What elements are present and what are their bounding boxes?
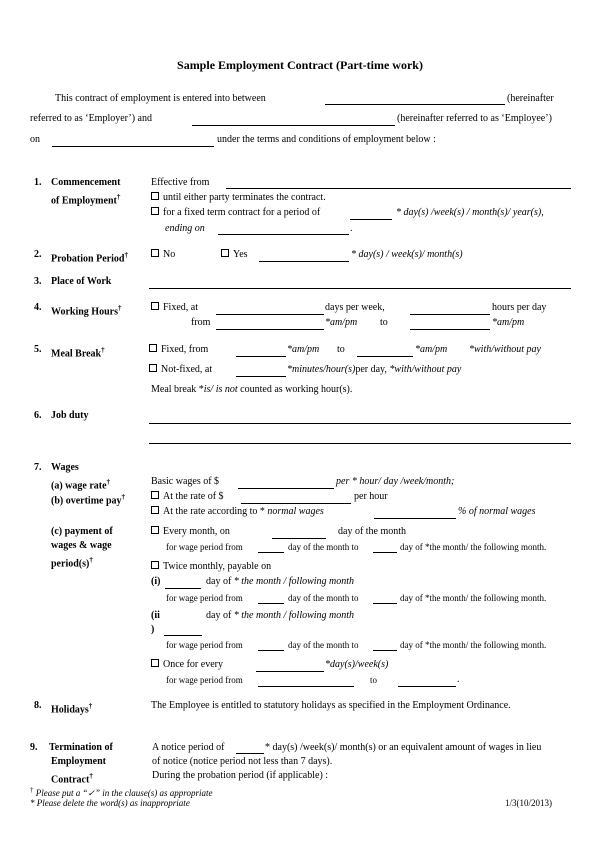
section-2-title: Probation Period† [51, 251, 128, 265]
overtime-pay-label: (b) overtime pay† [51, 493, 126, 507]
overtime-according-option[interactable]: At the rate according to * normal wages [151, 506, 324, 518]
hours-per-day-field[interactable] [410, 314, 490, 315]
page-title: Sample Employment Contract (Part-time work) [177, 58, 423, 72]
ending-on-period: . [350, 223, 353, 234]
wage-period-from-field-3[interactable] [258, 650, 284, 651]
checkbox[interactable] [221, 249, 229, 257]
payment-label-3: period(s)† [51, 556, 93, 570]
days-per-week-label: days per week, [325, 302, 385, 313]
section-2-number: 2. [34, 249, 42, 260]
meal-minutes-label: *minutes/hour(s)per day, *with/without pay [287, 364, 462, 375]
meal-break-counted: Meal break *is/ is not counted as working hour(s). [151, 384, 353, 395]
section-9-number: 9. [30, 742, 38, 753]
twice-ii-day-of: day of * the month / following month [206, 610, 355, 621]
wage-period-from-field-4[interactable] [258, 686, 354, 687]
twice-i-day-field[interactable] [165, 588, 201, 589]
footnote-2: * Please delete the word(s) as inappropriate [30, 798, 190, 808]
place-of-work-field[interactable] [149, 288, 571, 289]
probation-notice-label: During the probation period (if applicable) : [152, 770, 329, 781]
section-7-number: 7. [34, 462, 42, 473]
twice-ii-label-a: (ii [151, 610, 160, 621]
wage-period-to-label-1: day of the month to [288, 542, 359, 552]
wage-period-end-4: . [457, 674, 460, 685]
checkbox[interactable] [151, 207, 159, 215]
intro-text-2-end: (hereinafter referred to as ‘Employee’) [397, 113, 552, 124]
section-4-number: 4. [34, 302, 42, 313]
section-6-number: 6. [34, 410, 42, 421]
section-3-title: Place of Work [51, 276, 112, 287]
wage-period-end-2: day of *the month/ the following month. [400, 593, 547, 603]
page-number: 1/3(10/2013) [505, 798, 552, 808]
effective-from-field[interactable] [226, 188, 571, 189]
section-4-title: Working Hours† [51, 304, 122, 318]
notice-period-units: * day(s) /week(s)/ month(s) or an equivalent amount of wages in lieu [265, 742, 542, 753]
section-7-title: Wages [51, 462, 79, 473]
every-month-day-label: day of the month [338, 526, 407, 537]
intro-text-2: referred to as ‘Employer’) and [30, 113, 152, 124]
probation-no-option[interactable]: No [151, 249, 175, 261]
checkbox[interactable] [151, 192, 159, 200]
employee-name-field[interactable] [192, 125, 395, 126]
working-hours-fixed-option[interactable]: Fixed, at [151, 302, 198, 314]
twice-ii-day-field[interactable] [164, 635, 202, 636]
hours-per-day-label: hours per day [492, 302, 547, 313]
wage-period-label-2: for wage period from [166, 593, 243, 603]
section-8-title: Holidays† [51, 702, 93, 716]
section-5-title: Meal Break† [51, 346, 105, 360]
meal-from-field[interactable] [236, 356, 286, 357]
working-from-field[interactable] [216, 329, 324, 330]
overtime-pct-label: % of normal wages [458, 506, 536, 517]
checkbox[interactable] [151, 659, 159, 667]
working-to-label: to [380, 317, 388, 328]
meal-from-ampm: *am/pm [287, 344, 320, 355]
ending-on-label: ending on [165, 223, 205, 234]
wage-period-end-3: day of *the month/ the following month. [400, 640, 547, 650]
wage-period-to-field-3[interactable] [373, 650, 397, 651]
job-duty-field-2[interactable] [149, 443, 571, 444]
every-month-day-field[interactable] [272, 538, 326, 539]
section-3-number: 3. [34, 276, 42, 287]
footnote-1: † Please put a “✓” in the clause(s) as appropriate [30, 786, 213, 798]
wage-period-label-1: for wage period from [166, 542, 243, 552]
contract-date-field[interactable] [52, 146, 214, 147]
overtime-rate-option[interactable]: At the rate of $ [151, 491, 224, 503]
section-8-number: 8. [34, 700, 42, 711]
checkbox[interactable] [151, 506, 159, 514]
wage-rate-label: (a) wage rate† [51, 478, 111, 492]
meal-not-fixed-option[interactable]: Not-fixed, at [149, 364, 212, 376]
overtime-rate-field[interactable] [241, 503, 351, 504]
wage-period-to-field-2[interactable] [373, 603, 397, 604]
wage-period-label-4: for wage period from [166, 675, 243, 685]
employer-name-field[interactable] [325, 104, 505, 105]
fixed-term-units: * day(s) /week(s) / month(s)/ year(s), [396, 207, 544, 218]
checkbox[interactable] [151, 491, 159, 499]
payment-label-2: wages & wage [51, 540, 112, 551]
meal-fixed-option[interactable]: Fixed, from [149, 344, 208, 356]
working-from-label: from [191, 317, 211, 328]
checkbox[interactable] [151, 302, 159, 310]
section-9-title-a: Termination of [49, 742, 113, 753]
holidays-text: The Employee is entitled to statutory holidays as specified in the Employment Ordinance. [151, 700, 511, 711]
probation-yes-option[interactable]: Yes [221, 249, 248, 261]
once-for-every-option[interactable]: Once for every [151, 659, 223, 671]
basic-wages-field[interactable] [238, 488, 334, 489]
twice-ii-label-b: ) [151, 624, 155, 635]
fixed-term-period-field[interactable] [350, 219, 392, 220]
once-for-every-field[interactable] [256, 671, 324, 672]
probation-units: * day(s) / week(s)/ month(s) [351, 249, 463, 260]
section-9-title-b: Employment [51, 756, 106, 767]
wage-period-to-label-3: day of the month to [288, 640, 359, 650]
intro-text-1: This contract of employment is entered into between [55, 93, 266, 104]
wage-period-label-3: for wage period from [166, 640, 243, 650]
days-per-week-field[interactable] [216, 314, 324, 315]
working-from-ampm: *am/pm [325, 317, 358, 328]
overtime-pct-field[interactable] [374, 518, 456, 519]
basic-wages-label: Basic wages of $ [151, 476, 220, 487]
effective-from-label: Effective from [151, 177, 210, 188]
meal-minutes-field[interactable] [236, 376, 286, 377]
wage-period-to-field-1[interactable] [373, 552, 397, 553]
notice-period-field[interactable] [236, 753, 264, 754]
checkbox[interactable] [149, 344, 157, 352]
wage-period-from-field-2[interactable] [258, 603, 284, 604]
intro-text-3: on [30, 134, 40, 145]
section-1-title-a: Commencement [51, 177, 121, 188]
once-for-every-units: *day(s)/week(s) [325, 659, 389, 670]
checkbox[interactable] [151, 526, 159, 534]
section-5-number: 5. [34, 344, 42, 355]
ending-on-field[interactable] [218, 234, 349, 235]
overtime-per-hour: per hour [354, 491, 388, 502]
section-1-title-b: of Employment† [51, 193, 121, 207]
section-6-title: Job duty [51, 410, 89, 421]
until-terminated-option[interactable]: until either party terminates the contract. [151, 192, 326, 204]
intro-text-1-end: (hereinafter [507, 93, 554, 104]
payment-label-1: (c) payment of [51, 526, 113, 537]
meal-pay-option: *with/without pay [469, 344, 541, 355]
every-month-option[interactable]: Every month, on [151, 526, 230, 538]
working-to-ampm: *am/pm [492, 317, 525, 328]
wage-period-to-label-4: to [370, 675, 378, 685]
twice-i-label: (i) [151, 576, 161, 587]
wage-period-to-field-4[interactable] [398, 686, 456, 687]
job-duty-field-1[interactable] [149, 423, 571, 424]
twice-monthly-option[interactable]: Twice monthly, payable on [151, 561, 271, 573]
checkbox[interactable] [151, 561, 159, 569]
wage-period-to-label-2: day of the month to [288, 593, 359, 603]
section-1-number: 1. [34, 177, 42, 188]
wage-period-from-field-1[interactable] [258, 552, 284, 553]
twice-i-day-of: day of * the month / following month [206, 576, 355, 587]
fixed-term-option[interactable]: for a fixed term contract for a period of [151, 207, 320, 219]
meal-to-label: to [337, 344, 345, 355]
probation-period-field[interactable] [259, 261, 349, 262]
basic-wages-unit: per * hour/ day /week/month; [336, 476, 455, 487]
notice-period-note: of notice (notice period not less than 7 days). [152, 756, 333, 767]
meal-to-ampm: *am/pm [415, 344, 448, 355]
notice-period-label: A notice period of [152, 742, 225, 753]
checkbox[interactable] [151, 249, 159, 257]
section-9-title-c: Contract† [51, 772, 93, 786]
intro-text-3-end: under the terms and conditions of employment below : [217, 134, 436, 145]
checkbox[interactable] [149, 364, 157, 372]
working-to-field[interactable] [410, 329, 490, 330]
wage-period-end-1: day of *the month/ the following month. [400, 542, 547, 552]
meal-to-field[interactable] [357, 356, 413, 357]
